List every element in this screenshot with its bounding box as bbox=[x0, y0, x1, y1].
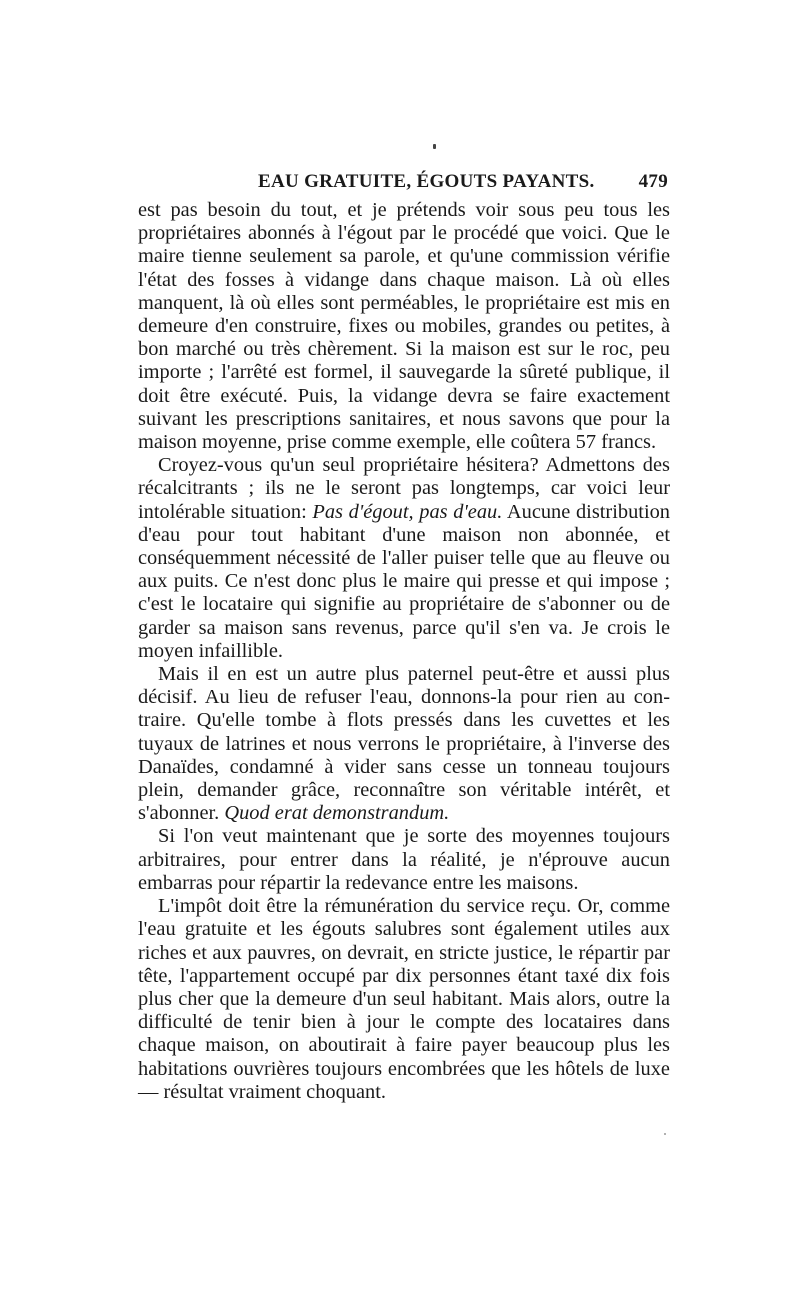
paragraph bbox=[138, 663, 670, 825]
ink-speck bbox=[664, 1133, 666, 1135]
book-page bbox=[138, 165, 670, 1104]
paragraph bbox=[138, 895, 670, 1104]
italic-phrase: Pas d'égout, pas d'eau. bbox=[312, 500, 503, 523]
ink-speck bbox=[433, 144, 436, 149]
paragraph-text: Si l'on veut maintenant que je sorte des moyennes toujours arbitraires, pour entrer dans la réalité, je n'éprouve aucun embarras pour répartir la redevance entre les maisons. bbox=[138, 825, 670, 894]
page-number: 479 bbox=[638, 171, 668, 192]
paragraph-text: est pas besoin du tout, et je prétends voir sous peu tous les propriétaires abonnés à l'égout par le procédé que voici. Que le maire tienne seulement sa parole, et qu'une commission vérifie l'état des fosses à vidange dans chaque maison. Là où elles manquent, là où elles sont perméables, le propriétaire est mis en demeure d'en construire, fixes ou mobiles, grandes ou petites, à bon marché ou très chèrement. Si la maison est sur le roc, peu importe ; l'arrêté est formel, il sauvegarde la sûreté publique, il doit être exécuté. Puis, la vidange devra se faire exactement suivant les prescriptions sanitaires, et nous savons que pour la maison moyenne, prise comme exemple, elle coûtera 57 francs. bbox=[138, 199, 670, 454]
running-head bbox=[138, 165, 670, 199]
paragraph bbox=[138, 825, 670, 895]
paragraph-text: Croyez-vous qu'un seul propriétaire hésitera? Admettons des récalcitrants ; ils ne le seront pas longtemps, car voici leur intolérable situation: bbox=[138, 454, 670, 523]
paragraph bbox=[138, 454, 670, 663]
running-title: EAU GRATUITE, ÉGOUTS PAYANTS. bbox=[258, 171, 595, 192]
paragraph-text: Aucune distribution d'eau pour tout habitant d'une maison non abonnée, et conséquemment nécessité de l'aller puiser telle que au fleuve ou aux puits. Ce n'est donc plus le maire qui presse et qui impose ; c'est le locataire qui signifie au propriétaire de s'abonner ou de garder sa maison sans revenus, parce qu'il s'en va. Je crois le moyen infaillible. bbox=[138, 500, 670, 662]
paragraph-text: Mais il en est un autre plus paternel peut-être et aussi plus décisif. Au lieu de refuser l'eau, donnons-la pour rien au contraire. Qu'elle tombe à flots pressés dans les cuvettes et les tuyaux de latrines et nous verrons le propriétaire, à l'inverse des Danaïdes, condamné à vider sans cesse un tonneau toujours plein, demander grâce, reconnaître son véritable intérêt, et s'abonner. bbox=[138, 663, 670, 825]
paragraph-text: L'impôt doit être la rémunération du service reçu. Or, comme l'eau gratuite et les égouts salubres sont également utiles aux riches et aux pauvres, on devrait, en stricte justice, le répartir par tête, l'appartement occupé par dix personnes étant taxé dix fois plus cher que la demeure d'un seul habitant. Mais alors, outre la difficulté de tenir bien à jour le compte des locataires dans chaque maison, on aboutirait à faire payer beaucoup plus les habitations ouvrières toujours encombrées que les hôtels de luxe — résultat vraiment choquant. bbox=[138, 895, 670, 1103]
italic-phrase: Quod erat demonstrandum. bbox=[224, 802, 450, 825]
paragraph bbox=[138, 199, 670, 454]
body-text bbox=[138, 199, 670, 1104]
